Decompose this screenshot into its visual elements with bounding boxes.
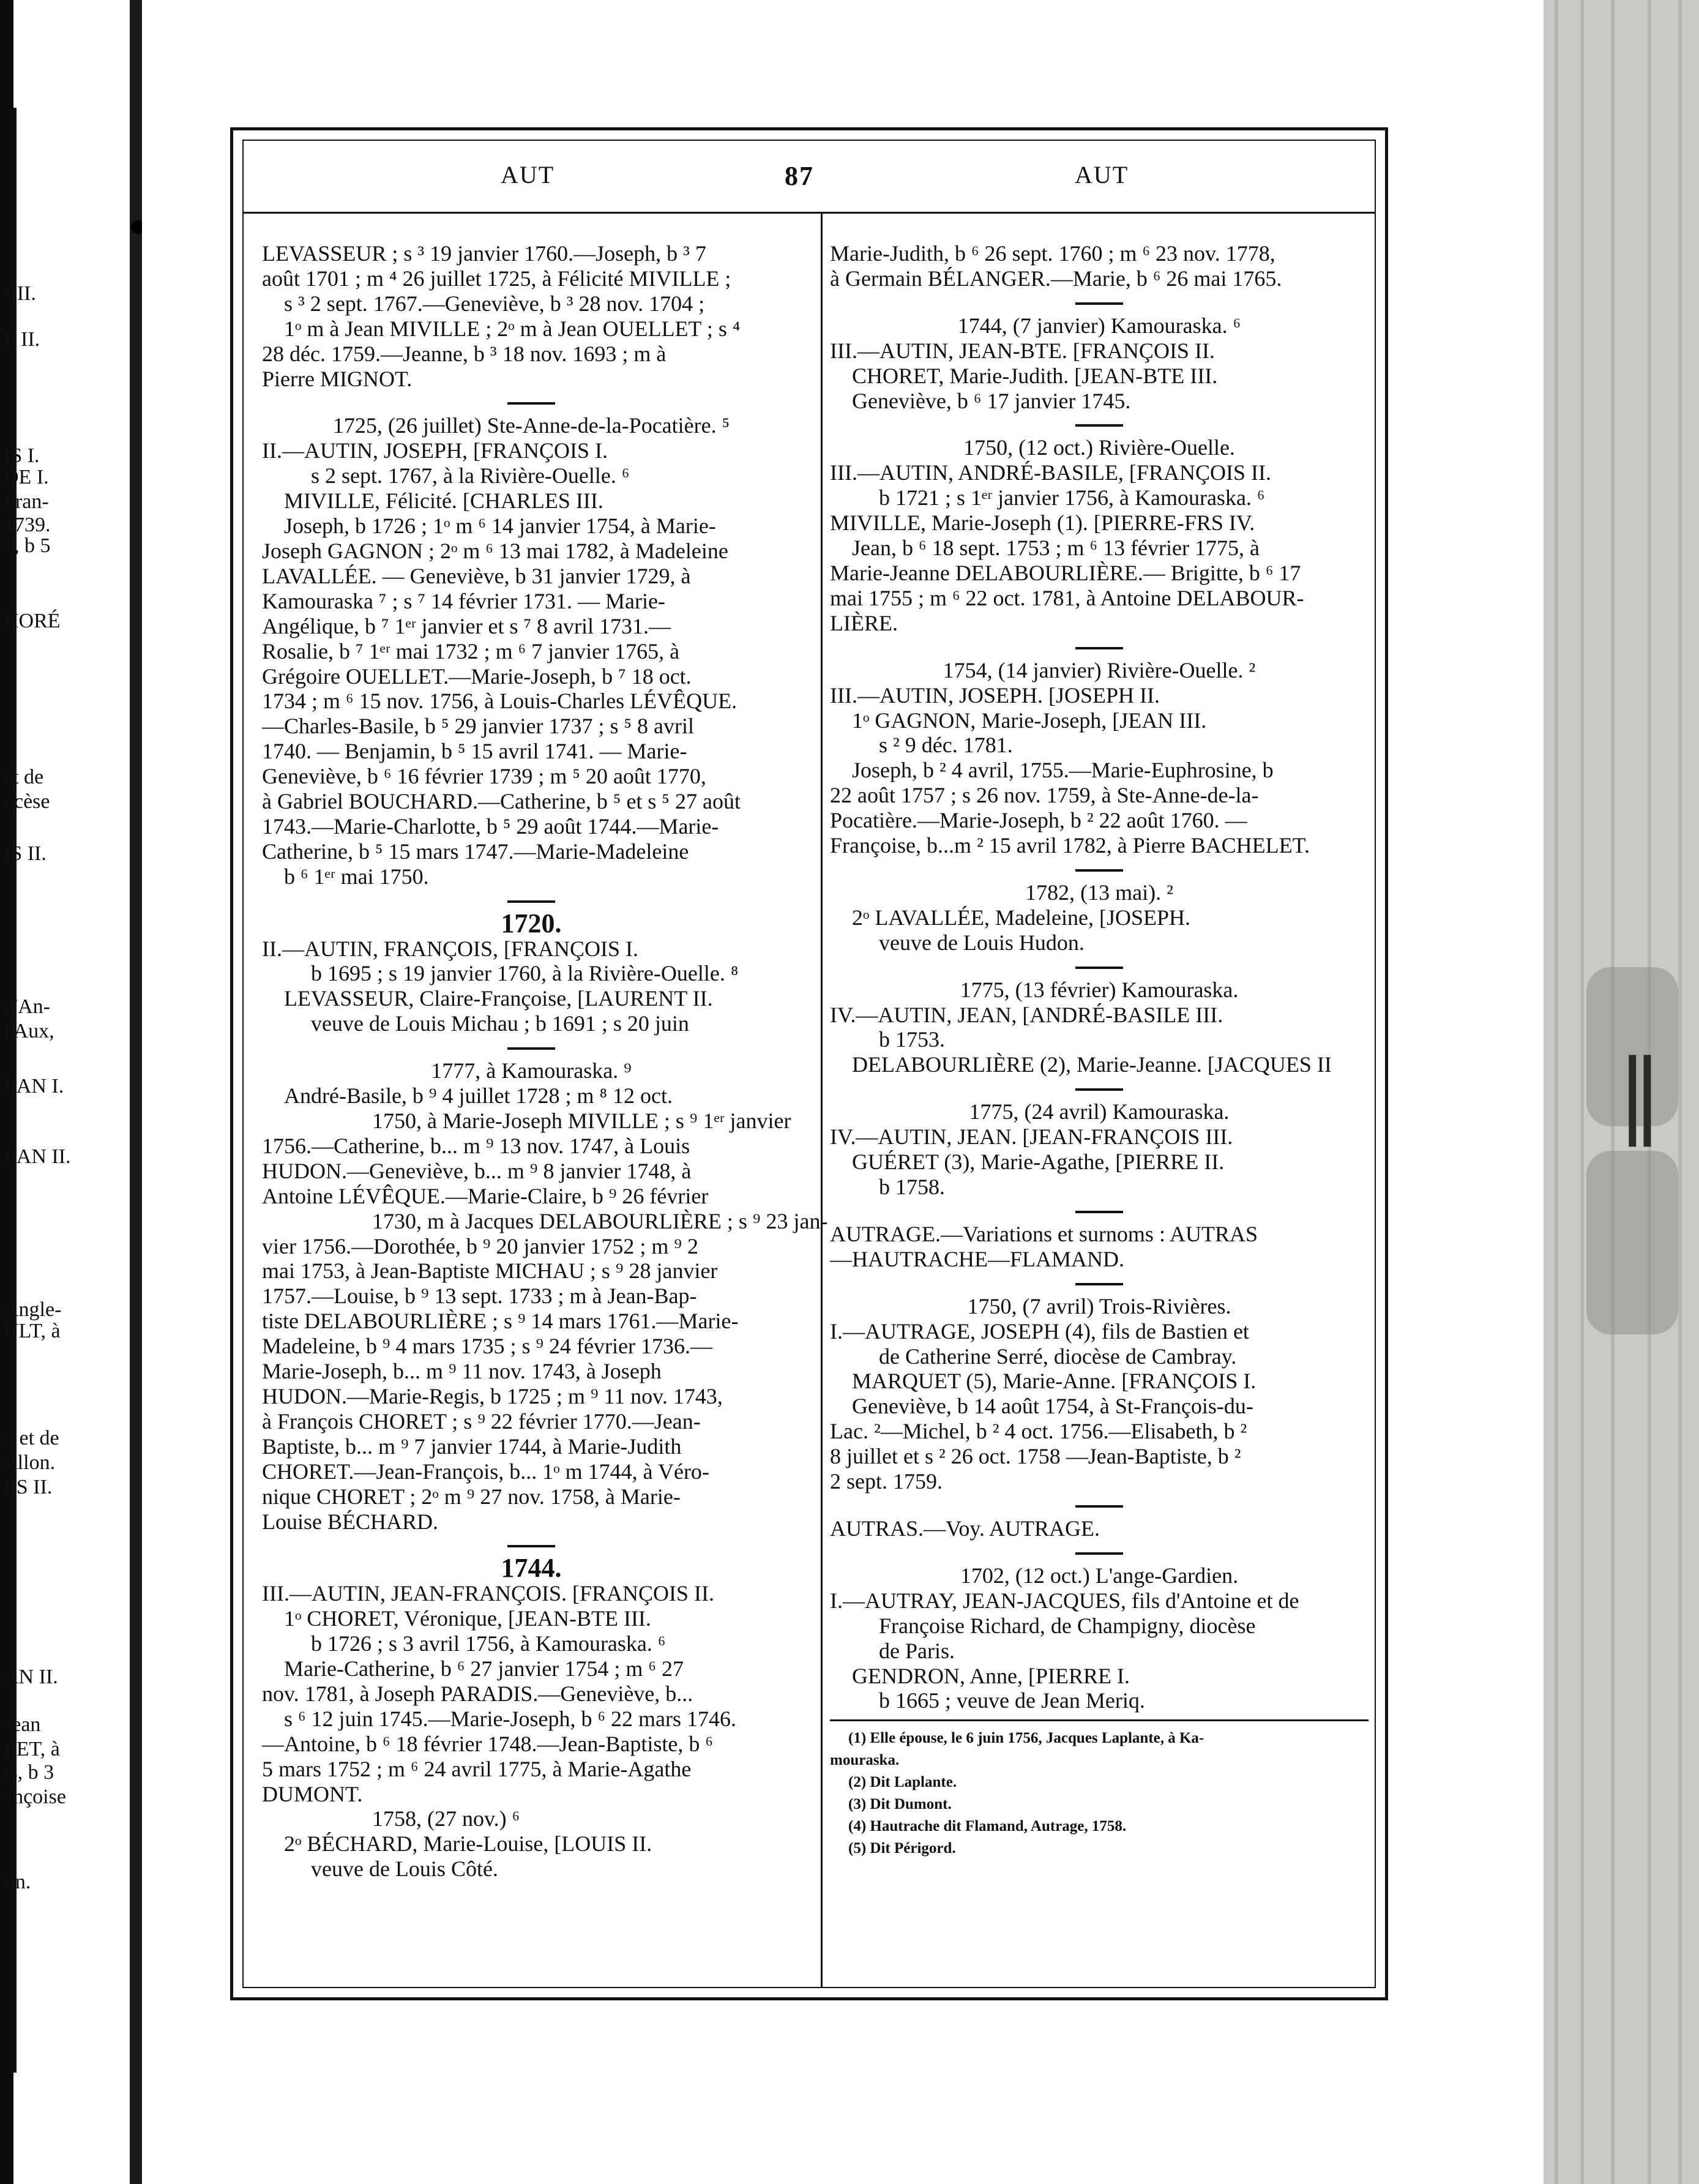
text-line: b 1726 ; s 3 avril 1756, à Kamouraska. ⁶	[311, 1631, 666, 1656]
text-line: Antoine LÉVÊQUE.—Marie-Claire, b ⁹ 26 février	[262, 1183, 709, 1208]
year-heading: 1720.	[501, 908, 562, 938]
text-line: Marie-Joseph, b... m ⁹ 11 nov. 1743, à Joseph	[262, 1359, 662, 1384]
text-line: MARQUET (5), Marie-Anne. [FRANÇOIS I.	[852, 1369, 1257, 1394]
text-line: III.—AUTIN, JOSEPH. [JOSEPH II.	[830, 682, 1160, 708]
footnote: (2) Dit Laplante.	[848, 1774, 957, 1791]
text-line: —Charles-Basile, b ⁵ 29 janvier 1737 ; s ⁵ 8 avril	[262, 714, 694, 739]
text-line: DELABOURLIÈRE (2), Marie-Jeanne. [JACQUES II	[852, 1052, 1332, 1077]
text-line: III.—AUTIN, ANDRÉ-BASILE, [FRANÇOIS II.	[830, 460, 1271, 485]
text-line: 2ᵒ BÉCHARD, Marie-Louise, [LOUIS II.	[284, 1831, 652, 1857]
marriage-date-place: 1750, (12 oct.) Rivière-Ouelle.	[963, 435, 1235, 460]
text-line: Lac. ²—Michel, b ² 4 oct. 1756.—Elisabeth, b ²	[830, 1419, 1247, 1444]
facing-page-text: d'An-	[4, 995, 51, 1018]
footnote: (3) Dit Dumont.	[848, 1796, 952, 1813]
running-head-right: AUT	[1075, 161, 1129, 189]
facing-page-text: L II.	[4, 328, 40, 351]
text-line: août 1701 ; m ⁴ 26 juillet 1725, à Félicité MIVILLE ;	[262, 266, 731, 291]
text-line: Marie-Judith, b ⁶ 26 sept. 1760 ; m ⁶ 23 nov. 1778,	[830, 241, 1275, 266]
marriage-date-place: 1750, (7 avril) Trois-Rivières.	[967, 1293, 1231, 1318]
section-separator	[507, 402, 555, 405]
left-column	[262, 241, 828, 1882]
text-line: Marie-Jeanne DELABOURLIÈRE.— Brigitte, b ⁶ 17	[830, 560, 1301, 585]
section-separator	[1075, 302, 1123, 305]
text-line: Pierre MIGNOT.	[262, 366, 413, 391]
facing-page-text: 1, b 5	[4, 534, 51, 557]
text-line: mai 1755 ; m ⁶ 22 oct. 1781, à Antoine DELABOUR-	[830, 585, 1304, 610]
edge-ink-mark: ‖	[1617, 1041, 1663, 1147]
text-line: 5 mars 1752 ; m ⁶ 24 avril 1775, à Marie-Agathe	[262, 1756, 692, 1781]
text-line: Geneviève, b ⁶ 16 février 1739 ; m ⁵ 20 août 1770,	[262, 764, 706, 789]
text-line: à Germain BÉLANGER.—Marie, b ⁶ 26 mai 1765.	[830, 266, 1282, 291]
right-column	[830, 241, 1369, 1860]
text-line: Madeleine, b ⁹ 4 mars 1735 ; s ⁹ 24 février 1736.—	[262, 1334, 712, 1359]
text-line: b 1695 ; s 19 janvier 1760, à la Rivière-Ouelle. ⁸	[311, 961, 739, 986]
text-line: 1ᵒ GAGNON, Marie-Joseph, [JEAN III.	[852, 708, 1207, 733]
footnote: (5) Dit Périgord.	[848, 1840, 956, 1857]
marriage-date-place: 1775, (13 février) Kamouraska.	[960, 977, 1239, 1002]
text-line: vier 1756.—Dorothée, b ⁹ 20 janvier 1752 ; m ⁹ 2	[262, 1233, 698, 1258]
text-line: Rosalie, b ⁷ 1ᵉʳ mai 1732 ; m ⁶ 7 janvier 1765, à	[262, 638, 680, 664]
section-separator	[507, 1047, 555, 1050]
text-line: veuve de Louis Michau ; b 1691 ; s 20 juin	[311, 1011, 689, 1036]
text-line: LEVASSEUR ; s ³ 19 janvier 1760.—Joseph, b ³ 7	[262, 241, 706, 266]
text-line: III.—AUTIN, JEAN-BTE. [FRANÇOIS II.	[830, 338, 1215, 363]
text-line: —Antoine, b ⁶ 18 février 1748.—Jean-Baptiste, b ⁶	[262, 1731, 713, 1756]
text-line: 8 juillet et s ² 26 oct. 1758 —Jean-Baptiste, b ²	[830, 1444, 1241, 1469]
section-separator	[1075, 1211, 1123, 1213]
text-line: II.—AUTIN, FRANÇOIS, [FRANÇOIS I.	[262, 936, 639, 961]
page-edge-band	[1580, 0, 1584, 2184]
running-head-left: AUT	[501, 161, 555, 189]
header-rule	[242, 212, 1376, 214]
marriage-date-place: 1754, (14 janvier) Rivière-Ouelle. ²	[943, 657, 1256, 682]
text-line: s ⁶ 12 juin 1745.—Marie-Joseph, b ⁶ 22 mars 1746.	[284, 1706, 737, 1731]
section-separator	[507, 900, 555, 903]
page-edge-band	[1555, 0, 1558, 2184]
text-line: b 1753.	[879, 1027, 945, 1052]
text-line: 2ᵒ LAVALLÉE, Madeleine, [JOSEPH.	[852, 905, 1190, 930]
text-line: GENDRON, Anne, [PIERRE I.	[852, 1663, 1130, 1688]
marriage-date-place: 1725, (26 juillet) Ste-Anne-de-la-Pocatière. ⁵	[332, 413, 730, 438]
facing-page-text: s II.	[4, 282, 36, 305]
text-line: III.—AUTIN, JEAN-FRANÇOIS. [FRANÇOIS II.	[262, 1581, 714, 1606]
text-line: —HAUTRACHE—FLAMAND.	[830, 1246, 1125, 1271]
book-spine	[130, 0, 142, 2184]
text-line: nique CHORET ; 2ᵒ m ⁹ 27 nov. 1758, à Marie-	[262, 1484, 681, 1509]
text-line: veuve de Louis Hudon.	[879, 930, 1085, 955]
text-line: 1ᵒ CHORET, Véronique, [JEAN-BTE III.	[284, 1606, 651, 1631]
footnote: (1) Elle épouse, le 6 juin 1756, Jacques Laplante, à Ka-	[848, 1730, 1204, 1747]
facing-page-text: DE I.	[4, 466, 49, 488]
text-line: 1740. — Benjamin, b ⁵ 15 avril 1741. — Marie-	[262, 739, 687, 764]
text-line: b ⁶ 1ᵉʳ mai 1750.	[284, 864, 429, 889]
text-line: Jean, b ⁶ 18 sept. 1753 ; m ⁶ 13 février 1775, à	[852, 536, 1260, 561]
text-line: II.—AUTIN, JOSEPH, [FRANÇOIS I.	[262, 438, 608, 463]
text-line: à François CHORET ; s ⁹ 22 février 1770.—Jean-	[262, 1408, 701, 1434]
section-separator	[1075, 1088, 1123, 1091]
text-line: Baptiste, b... m ⁹ 7 janvier 1744, à Marie-Judith	[262, 1434, 682, 1459]
text-line: de Paris.	[879, 1638, 955, 1663]
text-line: CHORET.—Jean-François, b... 1ᵒ m 1744, à Véro-	[262, 1459, 709, 1484]
remarriage-date: 1758, (27 nov.) ⁶	[372, 1806, 520, 1831]
facing-page-text: IS II.	[4, 842, 47, 865]
section-separator	[1075, 1283, 1123, 1285]
text-line: Kamouraska ⁷ ; s ⁷ 14 février 1731. — Marie-	[262, 588, 665, 613]
facing-page-text: Angle-	[4, 1298, 62, 1321]
text-line: Geneviève, b ⁶ 17 janvier 1745.	[852, 388, 1131, 413]
marriage-date-place: 1777, à Kamouraska. ⁹	[431, 1058, 632, 1083]
year-heading: 1744.	[501, 1553, 562, 1584]
facing-page-text: ES II.	[4, 1476, 53, 1498]
remarriage-date: 1730, m à Jacques DELABOURLIÈRE ; s ⁹ 23 jan-	[372, 1208, 828, 1233]
section-separator	[1075, 647, 1123, 649]
text-line: 1756.—Catherine, b... m ⁹ 13 nov. 1747, à Louis	[262, 1133, 690, 1158]
text-line: LIÈRE.	[830, 610, 898, 635]
text-line: MIVILLE, Félicité. [CHARLES III.	[284, 488, 603, 514]
text-line: IV.—AUTIN, JEAN. [JEAN-FRANÇOIS III.	[830, 1124, 1233, 1150]
facing-page-text: n et de	[4, 1427, 59, 1449]
text-line: Grégoire OUELLET.—Marie-Joseph, b ⁷ 18 oct.	[262, 664, 692, 689]
text-line: I.—AUTRAGE, JOSEPH (4), fils de Bastien et	[830, 1318, 1249, 1344]
section-separator	[1075, 1552, 1123, 1555]
section-separator	[1075, 1505, 1123, 1508]
facing-page-text: HORÉ	[4, 610, 61, 632]
text-line: b 1665 ; veuve de Jean Meriq.	[879, 1688, 1145, 1713]
text-line: André-Basile, b ⁹ 4 juillet 1728 ; m ⁸ 12 oct.	[284, 1083, 673, 1109]
facing-page-text: EAN II.	[4, 1145, 71, 1168]
marriage-date-place: 1782, (13 mai). ²	[1025, 880, 1173, 905]
text-line: s ² 9 déc. 1781.	[879, 733, 1013, 758]
text-line: 2 sept. 1759.	[830, 1469, 943, 1494]
footnote: mouraska.	[830, 1752, 900, 1769]
text-line: 22 août 1757 ; s 26 nov. 1759, à Ste-Anne-de-la-	[830, 783, 1259, 808]
facing-page-text: is, b 3	[4, 1761, 54, 1784]
text-line: 1743.—Marie-Charlotte, b ⁵ 29 août 1744.—Marie-	[262, 813, 719, 839]
text-line: GUÉRET (3), Marie-Agathe, [PIERRE II.	[852, 1150, 1225, 1175]
text-line: Louise BÉCHARD.	[262, 1509, 438, 1534]
edge-stain	[1586, 1151, 1678, 1334]
facing-page-text: AN II.	[4, 1666, 58, 1688]
facing-page-text: IS I.	[4, 444, 40, 467]
text-line: 1757.—Louise, b ⁹ 13 sept. 1733 ; m à Jean-Bap-	[262, 1284, 697, 1309]
text-line: Geneviève, b 14 août 1754, à St-François-du-	[852, 1394, 1253, 1419]
marriage-date-place: 1744, (7 janvier) Kamouraska. ⁶	[957, 313, 1241, 338]
text-line: mai 1753, à Jean-Baptiste MICHAU ; s ⁹ 28 janvier	[262, 1258, 718, 1284]
text-line: veuve de Louis Côté.	[311, 1857, 498, 1882]
text-line: de Catherine Serré, diocèse de Cambray.	[879, 1344, 1237, 1369]
surname-entry: AUTRAGE.—Variations et surnoms : AUTRAS	[830, 1221, 1258, 1246]
text-line: 1734 ; m ⁶ 15 nov. 1756, à Louis-Charles LÉVÊQUE.	[262, 689, 737, 714]
facing-page-text: Jean	[4, 1713, 41, 1736]
footnotes	[830, 1727, 1369, 1860]
section-separator	[1075, 967, 1123, 969]
marriage-date-place: 1702, (12 oct.) L'ange-Gardien.	[960, 1563, 1239, 1588]
text-line: Pocatière.—Marie-Joseph, b ² 22 août 1760. —	[830, 808, 1247, 833]
text-line: DUMONT.	[262, 1781, 363, 1806]
facing-page-text: ançoise	[4, 1786, 66, 1808]
text-line: Françoise, b...m ² 15 avril 1782, à Pierre BACHELET.	[830, 833, 1310, 858]
facing-page-text: 1739.	[4, 514, 51, 536]
text-line: nov. 1781, à Joseph PARADIS.—Geneviève, b...	[262, 1681, 693, 1706]
marriage-date-place: 1775, (24 avril) Kamouraska.	[969, 1099, 1230, 1124]
text-line: LEVASSEUR, Claire-Françoise, [LAURENT II.	[284, 986, 713, 1011]
text-line: Françoise Richard, de Champigny, diocèse	[879, 1613, 1256, 1638]
text-line: tiste DELABOURLIÈRE ; s ⁹ 14 mars 1761.—Marie-	[262, 1309, 739, 1334]
section-separator	[1075, 424, 1123, 427]
text-line: b 1721 ; s 1ᵉʳ janvier 1756, à Kamouraska. ⁶	[879, 485, 1265, 510]
text-line: MIVILLE, Marie-Joseph (1). [PIERRE-FRS IV.	[830, 510, 1255, 536]
text-line: LAVALLÉE. — Geneviève, b 31 janvier 1729, à	[262, 563, 691, 588]
text-line: à Gabriel BOUCHARD.—Catherine, b ⁵ et s ⁵ 27 août	[262, 789, 741, 814]
facing-page-text: LET, à	[4, 1738, 60, 1760]
facing-page-text: EAN I.	[4, 1075, 64, 1098]
footnote: (4) Hautrache dit Flamand, Autrage, 1758.	[848, 1818, 1127, 1835]
text-line: s ³ 2 sept. 1767.—Geneviève, b ³ 28 nov. 1704 ;	[284, 291, 705, 316]
text-line: Angélique, b ⁷ 1ᵉʳ janvier et s ⁷ 8 avril 1731.—	[262, 613, 671, 638]
text-line: b 1758.	[879, 1175, 945, 1199]
text-line: Marie-Catherine, b ⁶ 27 janvier 1754 ; m ⁶ 27	[284, 1656, 684, 1681]
text-line: I.—AUTRAY, JEAN-JACQUES, fils d'Antoine et de	[830, 1588, 1299, 1613]
text-line: HUDON.—Marie-Regis, b 1725 ; m ⁹ 11 nov. 1743,	[262, 1383, 723, 1408]
column-divider	[821, 214, 823, 1988]
text-line: CHORET, Marie-Judith. [JEAN-BTE III.	[852, 363, 1218, 388]
text-line: Catherine, b ⁵ 15 mars 1747.—Marie-Madeleine	[262, 839, 689, 864]
text-line: Joseph, b 1726 ; 1ᵒ m ⁶ 14 janvier 1754, à Marie-	[284, 514, 716, 539]
text-line: Joseph, b ² 4 avril, 1755.—Marie-Euphrosine, b	[852, 758, 1274, 783]
facing-page-text: sillon.	[4, 1451, 56, 1474]
remarriage-date: 1750, à Marie-Joseph MIVILLE ; s ⁹ 1ᵉʳ janvier	[372, 1109, 791, 1133]
text-line: Joseph GAGNON ; 2ᵒ m ⁶ 13 mai 1782, à Madeleine	[262, 538, 728, 563]
facing-page-fragment	[0, 0, 141, 2184]
surname-entry: AUTRAS.—Voy. AUTRAGE.	[830, 1516, 1100, 1541]
facing-page-text: et de	[4, 766, 44, 788]
text-line: IV.—AUTIN, JEAN, [ANDRÉ-BASILE III.	[830, 1002, 1223, 1027]
facing-page-text: Fran-	[4, 490, 49, 513]
page-number: 87	[785, 161, 814, 191]
facing-page-text: l'Aux,	[4, 1020, 54, 1042]
facing-page-text: tin.	[4, 1871, 31, 1893]
page-edge-band	[1678, 0, 1682, 2184]
facing-page-text: ULT, à	[4, 1320, 61, 1342]
section-separator	[1075, 869, 1123, 872]
section-separator	[507, 1545, 555, 1547]
text-line: HUDON.—Geneviève, b... m ⁹ 8 janvier 1748, à	[262, 1158, 692, 1183]
footnote-rule	[830, 1719, 1369, 1721]
text-line: s 2 sept. 1767, à la Rivière-Ouelle. ⁶	[311, 463, 630, 488]
text-line: 28 déc. 1759.—Jeanne, b ³ 18 nov. 1693 ; m à	[262, 341, 667, 366]
facing-page-text: ocèse	[4, 790, 50, 813]
page-stack-edge	[1544, 0, 1699, 2184]
text-line: 1ᵒ m à Jean MIVILLE ; 2ᵒ m à Jean OUELLET ; s ⁴	[284, 316, 741, 341]
